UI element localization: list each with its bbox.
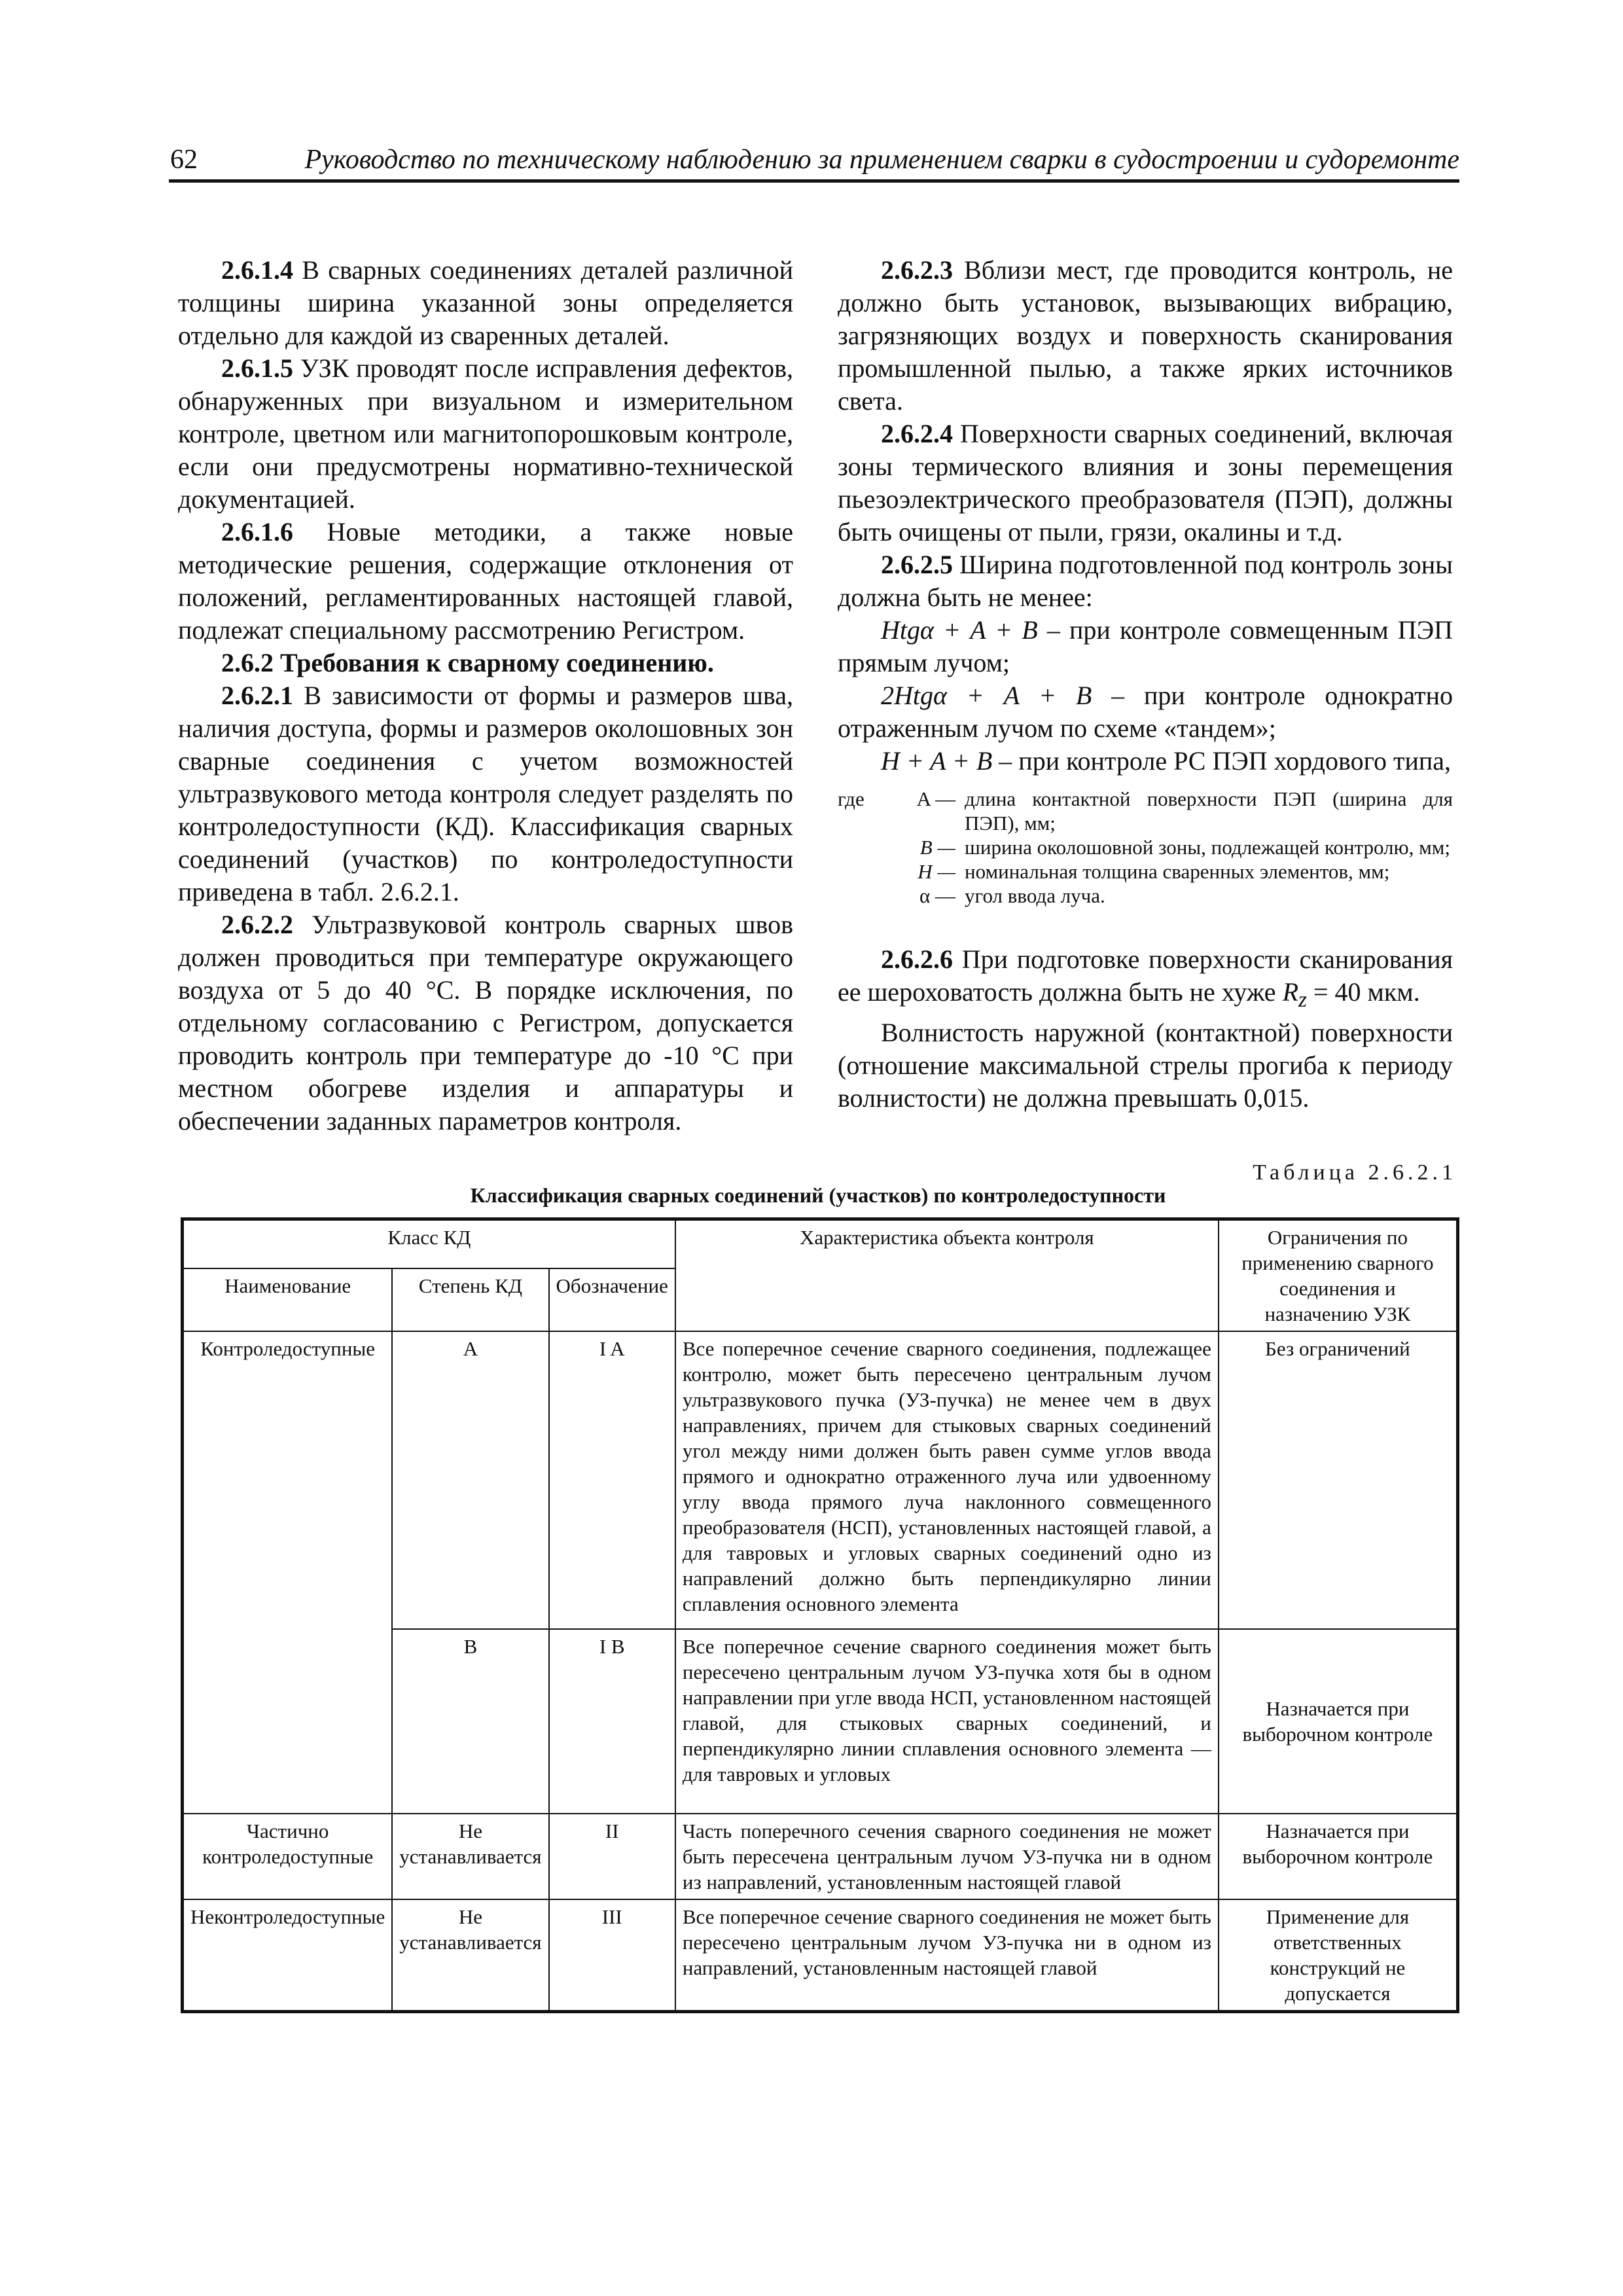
table-title: Классификация сварных соединений (участков) по контроледоступности [470,1183,1166,1207]
clause-text: Поверхности сварных соединений, включая зоны термического влияния и зоны перемещения пьезоэлектрического преобразователя (ПЭП), должны быть очищены от пыли, грязи, окалины и т.д. [838,419,1453,547]
cell-degree: Не устанавливается [392,1899,548,2012]
cell-degree: A [392,1331,548,1629]
cell-name: Частично контроледоступные [183,1814,393,1899]
clause-text: При подготовке поверхности сканирования ее шероховатость должна быть не хуже [838,944,1453,1007]
formula-expression: H + A + B [881,746,993,776]
cell-name: Неконтроледоступные [183,1899,393,2012]
formula-text: – при контроле совмещенным ПЭП прямым лучом; [838,615,1453,677]
cell-designation: III [549,1899,675,2012]
definition-text: ширина околошовной зоны, подлежащей контролю, мм; [965,836,1451,859]
clause-number: 2.6.2.6 [881,944,953,974]
cell-restriction: Применение для ответственных конструкций не допускается [1219,1899,1458,2012]
header-designation: Обозначение [549,1268,675,1331]
paragraph-2-6-2-2 [178,908,793,1138]
formula-2 [838,679,1453,745]
classification-table [181,1217,1459,2013]
paragraph-waviness [838,1016,1453,1115]
clause-number: 2.6.2.2 [221,910,293,939]
formula-expression: 2Htgα + A + B [881,681,1092,710]
running-title: Руководство по техническому наблюдению за применением сварки в судостроении и судоремонте [304,145,1459,175]
clause-text: Ультразвуковой контроль сварных швов должен проводиться при температуре окружающего воздуха от 5 до 40 °С. В порядке исключения, по отдельному согласованию с Регистром, допускается проводить контроль при температуре до -10 °С при местном обогреве изделия и аппаратуры и обеспечении заданных параметров контроля. [178,910,793,1136]
definition-symbol: α — [919,884,955,907]
clause-text: Ширина подготовленной под контроль зоны должна быть не менее: [838,550,1453,612]
clause-text: Вблизи мест, где проводится контроль, не должно быть установок, вызывающих вибрацию, загрязняющих воздух и поверхность сканирования промышленной пылью, а также ярких источников света. [838,255,1453,416]
definition-text: номинальная толщина сваренных элементов, мм; [965,860,1390,883]
paragraph-2-6-2-6 [838,943,1453,1016]
cell-degree: Не устанавливается [392,1814,548,1899]
paragraph-2-6-2-5 [838,548,1453,614]
cell-restriction: Назначается при выборочном контроле [1219,1629,1458,1814]
table-label: Таблица 2.6.2.1 [1253,1160,1457,1185]
paragraph-2-6-1-5 [178,352,793,516]
cell-designation: I B [549,1629,675,1814]
clause-text: УЗК проводят после исправления дефектов, обнаруженных при визуальном и измерительном контроле, цветном или магнитопорошковым контроле, если они предусмотрены нормативно-технической документацией. [178,353,793,514]
definition-text: длина контактной поверхности ПЭП (ширина для ПЭП), мм; [965,787,1453,834]
cell-characteristic: Часть поперечного сечения сварного соединения не может быть пересечена центральным лучом УЗ-пучка ни в одном из направлений, установленным настоящей главой [675,1814,1219,1899]
table-row [183,1899,1458,2012]
table-row [183,1331,1458,1629]
cell-characteristic: Все поперечное сечение сварного соединения может быть пересечено центральным лучом УЗ-пучка хотя бы в одном направлении при угле ввода НСП, установленном настоящей главой, для стыковых сварных соединений, и перпендикулярно линии сплавления основного элемента — для тавровых и угловых [675,1629,1219,1814]
clause-number: 2.6.2.5 [881,550,953,579]
definition-text: угол ввода луча. [965,884,1105,907]
definition-h [838,859,1453,884]
paragraph-2-6-2-3 [838,254,1453,418]
clause-number: 2.6.2.3 [881,255,953,285]
clause-number: 2.6.1.6 [221,517,293,547]
definition-a [838,787,1453,835]
header-restrictions: Ограничения по применению сварного соединения и назначению УЗК [1219,1219,1458,1332]
symbol-definitions [838,787,1453,908]
formula-3 [838,745,1453,778]
where-word: где [838,787,865,810]
roughness-subscript: z [1298,988,1307,1012]
cell-restriction: Без ограничений [1219,1331,1458,1629]
roughness-value: = 40 мкм. [1306,977,1420,1007]
table-header-row [183,1219,1458,1269]
table-row [183,1814,1458,1899]
roughness-symbol: R [1282,977,1298,1007]
definition-symbol: A — [916,787,955,810]
paragraph-2-6-2-1 [178,679,793,908]
cell-designation: II [549,1814,675,1899]
spacer [838,920,1453,943]
clause-text: Волнистость наружной (контактной) поверхности (отношение максимальной стрелы прогиба к периоду волнистости) не должна превышать 0,015. [838,1018,1453,1113]
right-column [838,254,1453,1115]
header-class-kd: Класс КД [183,1219,675,1269]
paragraph-2-6-2-4 [838,418,1453,548]
formula-expression: Htgα + A + B [881,615,1038,645]
heading-text: 2.6.2 Требования к сварному соединению. [221,648,714,677]
formula-text: – при контроле однократно отраженным лучом по схеме «тандем»; [838,681,1454,743]
definition-symbol: B — [919,836,955,859]
cell-restriction: Назначается при выборочном контроле [1219,1814,1458,1899]
section-heading [178,647,793,679]
definition-symbol: H — [918,860,955,883]
left-column [178,254,793,1138]
formula-1 [838,614,1453,679]
header-degree: Степень КД [392,1268,548,1331]
clause-number: 2.6.1.5 [221,353,293,383]
formula-text: – при контроле РС ПЭП хордового типа, [992,746,1452,776]
definition-b [838,835,1453,859]
clause-number: 2.6.1.4 [221,255,293,285]
cell-name: Контроледоступные [183,1331,393,1814]
clause-text: Новые методики, а также новые методические решения, содержащие отклонения от положений, регламентированных настоящей главой, подлежат специальному рассмотрению Регистром. [178,517,793,645]
clause-number: 2.6.2.1 [221,681,293,710]
clause-text: В зависимости от формы и размеров шва, наличия доступа, формы и размеров околошовных зон сварные соединения с учетом возможностей ультразвукового метода контроля следует разделять по контроледоступности (КД). Классификация сварных соединений (участков) по контроледоступности приведена в табл. 2.6.2.1. [178,681,793,906]
header-characteristic: Характеристика объекта контроля [675,1219,1219,1332]
cell-designation: I A [549,1331,675,1629]
page-number: 62 [170,145,198,175]
paragraph-2-6-1-4 [178,254,793,352]
cell-characteristic: Все поперечное сечение сварного соединения не может быть пересечено центральным лучом УЗ-пучка ни в одном из направлений, установленным настоящей главой [675,1899,1219,2012]
page-header [169,143,1459,183]
clause-number: 2.6.2.4 [881,419,953,448]
paragraph-2-6-1-6 [178,516,793,647]
cell-degree: B [392,1629,548,1814]
header-name: Наименование [183,1268,393,1331]
cell-characteristic: Все поперечное сечение сварного соединения, подлежащее контролю, может быть пересечено центральным лучом ультразвукового пучка (УЗ-пучка) не менее чем в двух направлениях, причем для стыковых сварных соединений угол между ними должен быть равен сумме углов ввода прямого и однократно отраженного луча или удвоенному углу ввода прямого луча наклонного совмещенного преобразователя (НСП), установленных настоящей главой, а для тавровых и угловых сварных соединений одно из направлений должно быть перпендикулярно линии сплавления основного элемента [675,1331,1219,1629]
clause-text: В сварных соединениях деталей различной толщины ширина указанной зоны определяется отдельно для каждой из сваренных деталей. [178,255,793,350]
definition-alpha [838,884,1453,908]
